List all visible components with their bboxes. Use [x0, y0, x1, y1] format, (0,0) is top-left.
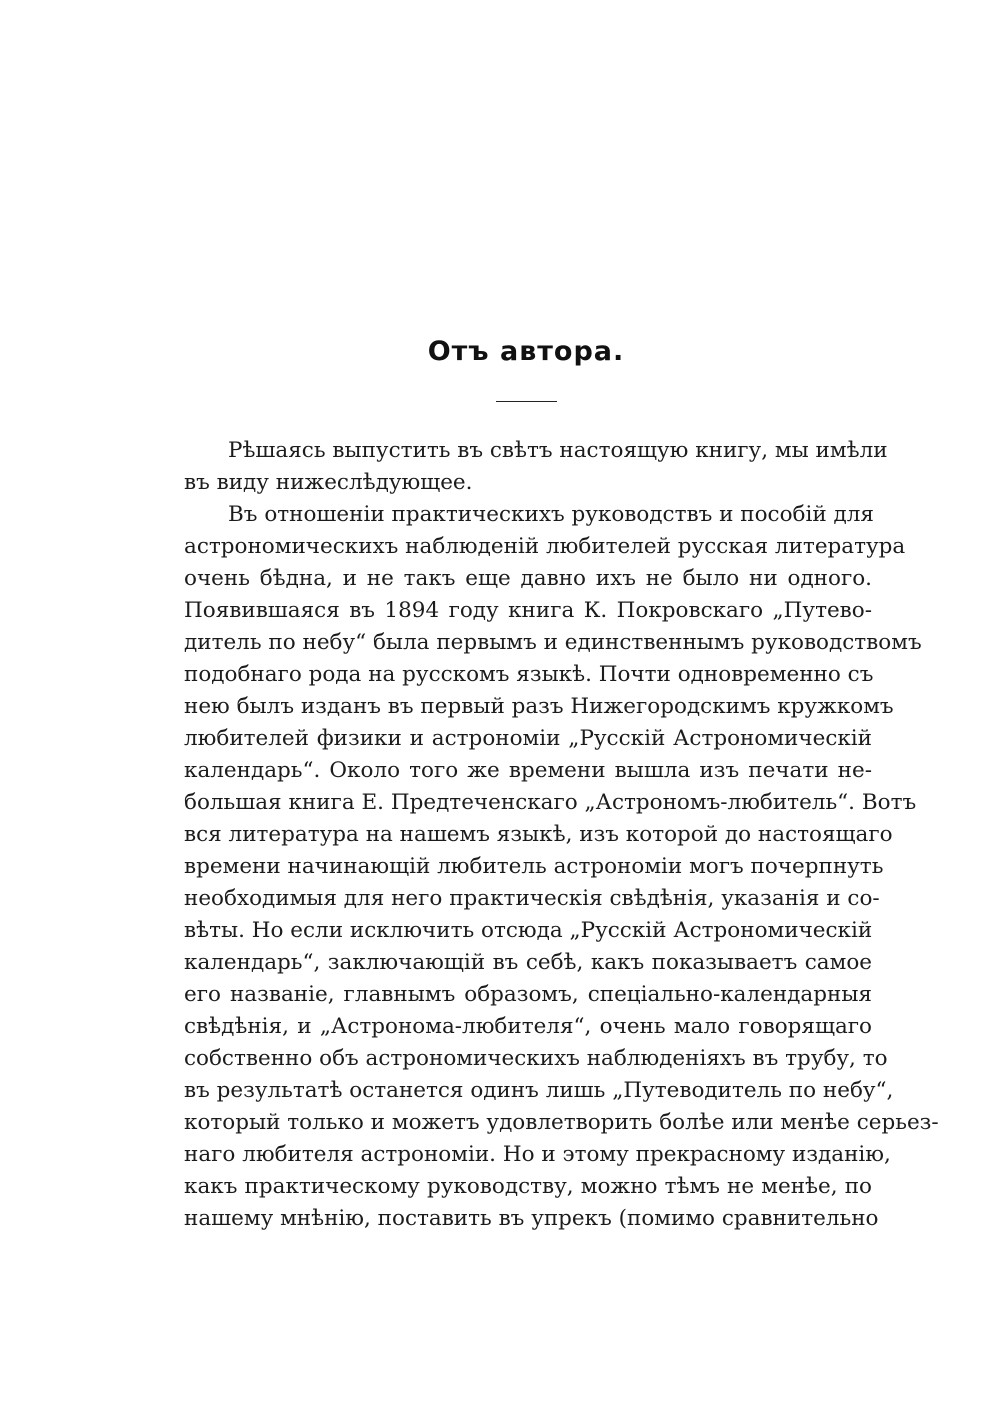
text-line: вѣты. Но если исключить отсюда „Русскій Астрономическій	[184, 918, 873, 943]
text-line: очень бѣдна, и не такъ еще давно ихъ не было ни одного.	[184, 566, 872, 591]
text-line: подобнаго рода на русскомъ языкѣ. Почти одновременно съ	[184, 662, 874, 687]
text-line: Рѣшаясь выпустить въ свѣтъ настоящую книгу, мы имѣли	[228, 438, 888, 463]
text-line: календарь“. Около того же времени вышла изъ печати не-	[184, 758, 872, 783]
text-line: наго любителя астрономіи. Но и этому прекрасному изданію,	[184, 1142, 891, 1167]
page-title: Отъ автора.	[427, 336, 625, 367]
text-line: большая книга Е. Предтеченскаго „Астрономъ-любитель“. Вотъ	[184, 790, 917, 815]
text-line: дитель по небу“ была первымъ и единственнымъ руководствомъ	[184, 630, 922, 655]
text-line: собственно объ астрономическихъ наблюденіяхъ въ трубу, то	[184, 1046, 888, 1071]
text-line: въ результатѣ останется одинъ лишь „Путеводитель по небу“,	[184, 1078, 894, 1103]
text-line: необходимыя для него практическія свѣдѣнія, указанія и со-	[184, 886, 880, 911]
text-line: его названіе, главнымъ образомъ, спеціально-календарныя	[184, 982, 872, 1007]
title-divider	[496, 401, 557, 402]
text-line: въ виду нижеслѣдующее.	[184, 470, 473, 495]
text-line: свѣдѣнія, и „Астронома-любителя“, очень мало говорящаго	[184, 1014, 872, 1039]
text-line: вся литература на нашемъ языкѣ, изъ которой до настоящаго	[184, 822, 893, 847]
text-line: времени начинающій любитель астрономіи могъ почерпнуть	[184, 854, 884, 879]
text-line: который только и можетъ удовлетворить болѣе или менѣе серьез-	[184, 1110, 939, 1135]
text-line: календарь“, заключающій въ себѣ, какъ показываетъ самое	[184, 950, 872, 975]
text-line: Появившаяся въ 1894 году книга К. Покровскаго „Путево-	[184, 598, 872, 623]
text-line: нашему мнѣнію, поставить въ упрекъ (помимо сравнительно	[184, 1206, 879, 1231]
text-line: любителей физики и астрономіи „Русскій Астрономическій	[184, 726, 872, 751]
text-line: Въ отношеніи практическихъ руководствъ и пособій для	[228, 502, 874, 527]
text-line: астрономическихъ наблюденій любителей русская литература	[184, 534, 906, 559]
text-line: какъ практическому руководству, можно тѣмъ не менѣе, по	[184, 1174, 872, 1199]
text-line: нею былъ изданъ въ первый разъ Нижегородскимъ кружкомъ	[184, 694, 894, 719]
